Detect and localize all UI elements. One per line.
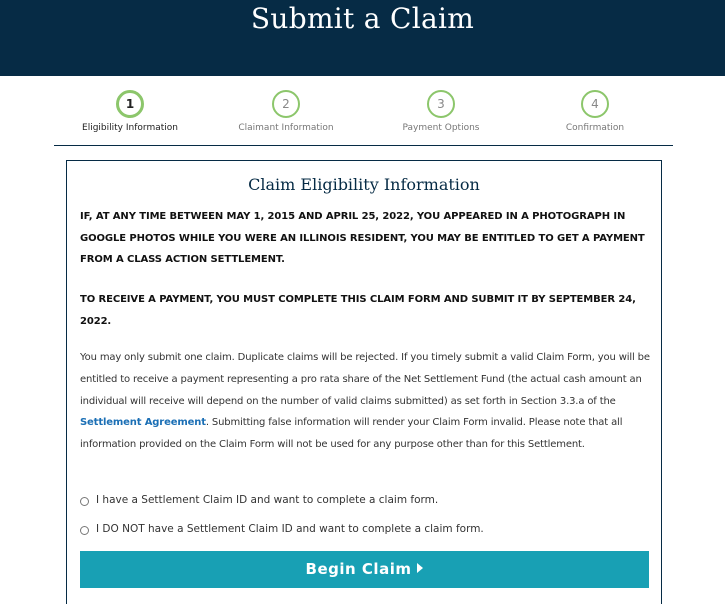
deadline-notice: TO RECEIVE A PAYMENT, YOU MUST COMPLETE THIS CLAIM FORM AND SUBMIT IT BY SEPTEMBER 24, 2022. <box>80 294 636 327</box>
begin-claim-button[interactable] <box>80 551 649 588</box>
step-label: Confirmation <box>565 123 625 133</box>
button-label: Begin Claim <box>305 560 412 578</box>
step-label: Payment Options <box>402 123 480 133</box>
settlement-agreement-link[interactable]: Settlement Agreement <box>80 417 206 429</box>
step-label: Claimant Information <box>238 123 334 133</box>
step-number: 2 <box>272 90 300 118</box>
eligibility-card <box>66 160 662 604</box>
page-header <box>0 0 725 76</box>
radio-no-claim-id[interactable] <box>80 526 89 535</box>
step-eligibility-information <box>60 90 200 133</box>
step-confirmation <box>525 90 665 133</box>
step-claimant-information <box>216 90 356 133</box>
option-no-claim-id[interactable] <box>80 523 640 541</box>
step-number: 4 <box>581 90 609 118</box>
eligibility-notice: IF, AT ANY TIME BETWEEN MAY 1, 2015 AND APRIL 25, 2022, YOU APPEARED IN A PHOTOGRAPH IN GOOGLE PHOTOS WHILE YOU WERE AN ILLINOIS RESIDENT, YOU MAY BE ENTITLED TO GET A PAYMENT FROM A CLASS ACTION SETTLEMENT. <box>80 211 645 265</box>
option-have-claim-id[interactable] <box>80 494 640 512</box>
instructions-text-continued: . Submitting false information will render your Claim Form invalid. Please note that all information provided on the Claim Form will not be used for any purpose other than for this Settlement. <box>80 417 623 451</box>
caret-right-icon <box>417 563 423 573</box>
card-title: Claim Eligibility Information <box>248 175 480 194</box>
step-payment-options <box>371 90 511 133</box>
option-label[interactable]: I have a Settlement Claim ID and want to complete a claim form. <box>96 494 439 506</box>
step-label: Eligibility Information <box>82 123 178 133</box>
radio-have-claim-id[interactable] <box>80 497 89 506</box>
option-label[interactable]: I DO NOT have a Settlement Claim ID and want to complete a claim form. <box>96 523 484 535</box>
step-number: 3 <box>427 90 455 118</box>
page-title: Submit a Claim <box>250 2 475 35</box>
step-number: 1 <box>116 90 144 118</box>
claim-instructions <box>80 347 652 456</box>
instructions-text: You may only submit one claim. Duplicate claims will be rejected. If you timely submit a valid Claim Form, you will be entitled to receive a payment representing a pro rata share of the Net Settlement Fund (the actual cash amount an individual will receive will depend on the number of valid claims submitted) as set forth in Section 3.3.a of the <box>80 352 650 407</box>
progress-stepper <box>54 76 673 146</box>
